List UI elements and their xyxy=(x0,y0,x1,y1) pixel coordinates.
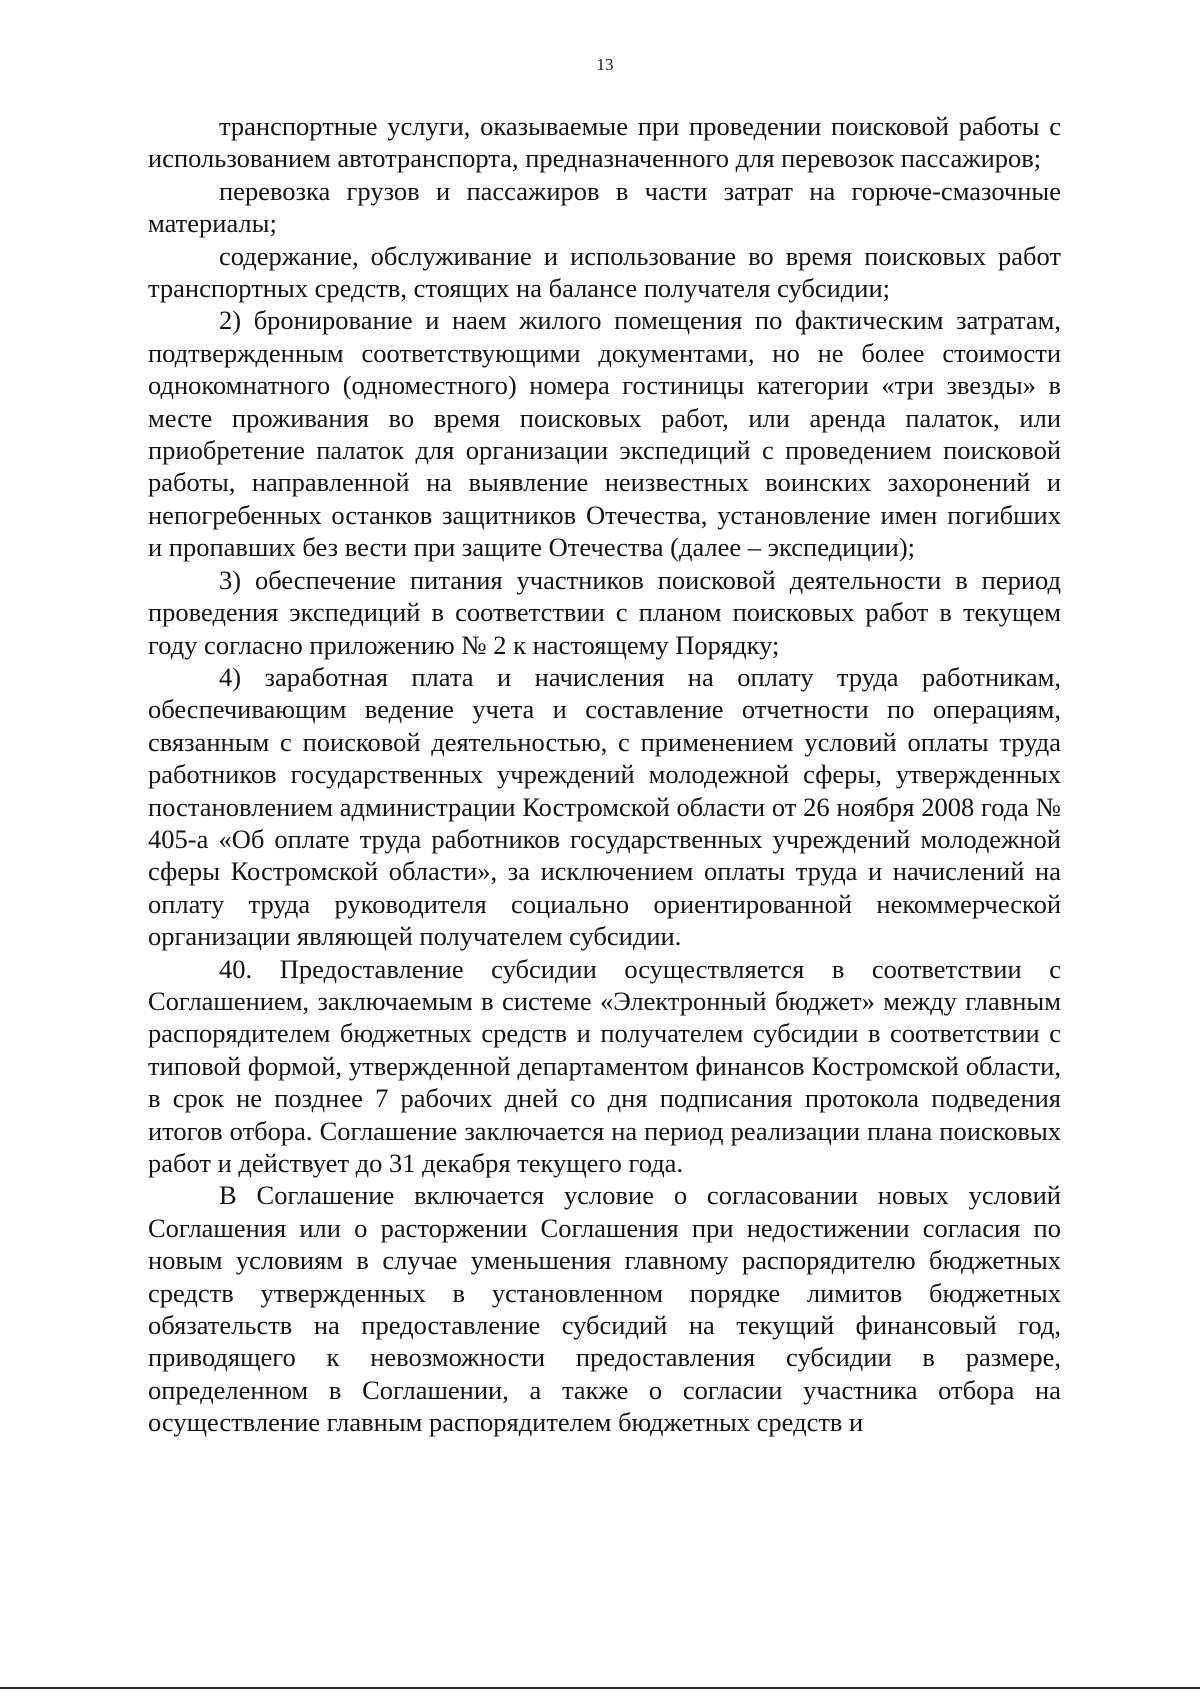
paragraph-transport-services: транспортные услуги, оказываемые при проведении поисковой работы с использованием автотранспорта, предназначенного для перевозок пассажиров; xyxy=(148,111,1061,174)
paragraph-item-4-salary: 4) заработная плата и начисления на оплату труда работникам, обеспечивающим ведение учета и составление отчетности по операциям, связанным с поисковой деятельностью, с применением условий оплаты труда работников государственных учреждений молодежной сферы, утвержденных постановлением администрации Костромской области от 26 ноября 2008 года № 405-а «Об оплате труда работников государственных учреждений молодежной сферы Костромской области», за исключением оплаты труда и начислений на оплату труда руководителя социально ориентированной некоммерческой организации являющей получателем субсидии. xyxy=(148,661,1061,952)
paragraph-item-2-accommodation: 2) бронирование и наем жилого помещения по фактическим затратам, подтвержденным соответствующими документами, но не более стоимости однокомнатного (одноместного) номера гостиницы категории «три звезды» в месте проживания во время поисковых работ, или аренда палаток, или приобретение палаток для организации экспедиций с проведением поисковой работы, направленной на выявление неизвестных воинских захоронений и непогребенных останков защитников Отечества, установление имен погибших и пропавших без вести при защите Отечества (далее – экспедиции); xyxy=(148,305,1061,563)
paragraph-vehicle-maintenance: содержание, обслуживание и использование во время поисковых работ транспортных средств, стоящих на балансе получателя субсидии; xyxy=(148,240,1061,304)
document-body xyxy=(148,110,1061,1439)
page-number: 13 xyxy=(596,55,614,74)
paragraph-item-3-food: 3) обеспечение питания участников поисковой деятельности в период проведения экспедиций в соответствии с планом поисковых работ в текущем году согласно приложению № 2 к настоящему Порядку; xyxy=(148,564,1061,660)
paragraph-40-agreement: 40. Предоставление субсидии осуществляется в соответствии с Соглашением, заключаемым в системе «Электронный бюджет» между главным распорядителем бюджетных средств и получателем субсидии в соответствии с типовой формой, утвержденной департаментом финансов Костромской области, в срок не позднее 7 рабочих дней со дня подписания протокола подведения итогов отбора. Соглашение заключается на период реализации плана поисковых работ и действует до 31 декабря текущего года. xyxy=(148,953,1061,1178)
paragraph-cargo-fuel: перевозка грузов и пассажиров в части затрат на горюче-смазочные материалы; xyxy=(148,175,1061,239)
paragraph-agreement-conditions: В Соглашение включается условие о согласовании новых условий Соглашения или о расторжении Соглашения при недостижении согласия по новым условиям в случае уменьшения главному распорядителю бюджетных средств утвержденных в установленном порядке лимитов бюджетных обязательств на предоставление субсидий на текущий финансовый год, приводящего к невозможности предоставления субсидии в размере, определенном в Соглашении, а также о согласии участника отбора на осуществление главным распорядителем бюджетных средств и xyxy=(148,1180,1061,1438)
bottom-border-line xyxy=(0,1687,1200,1689)
